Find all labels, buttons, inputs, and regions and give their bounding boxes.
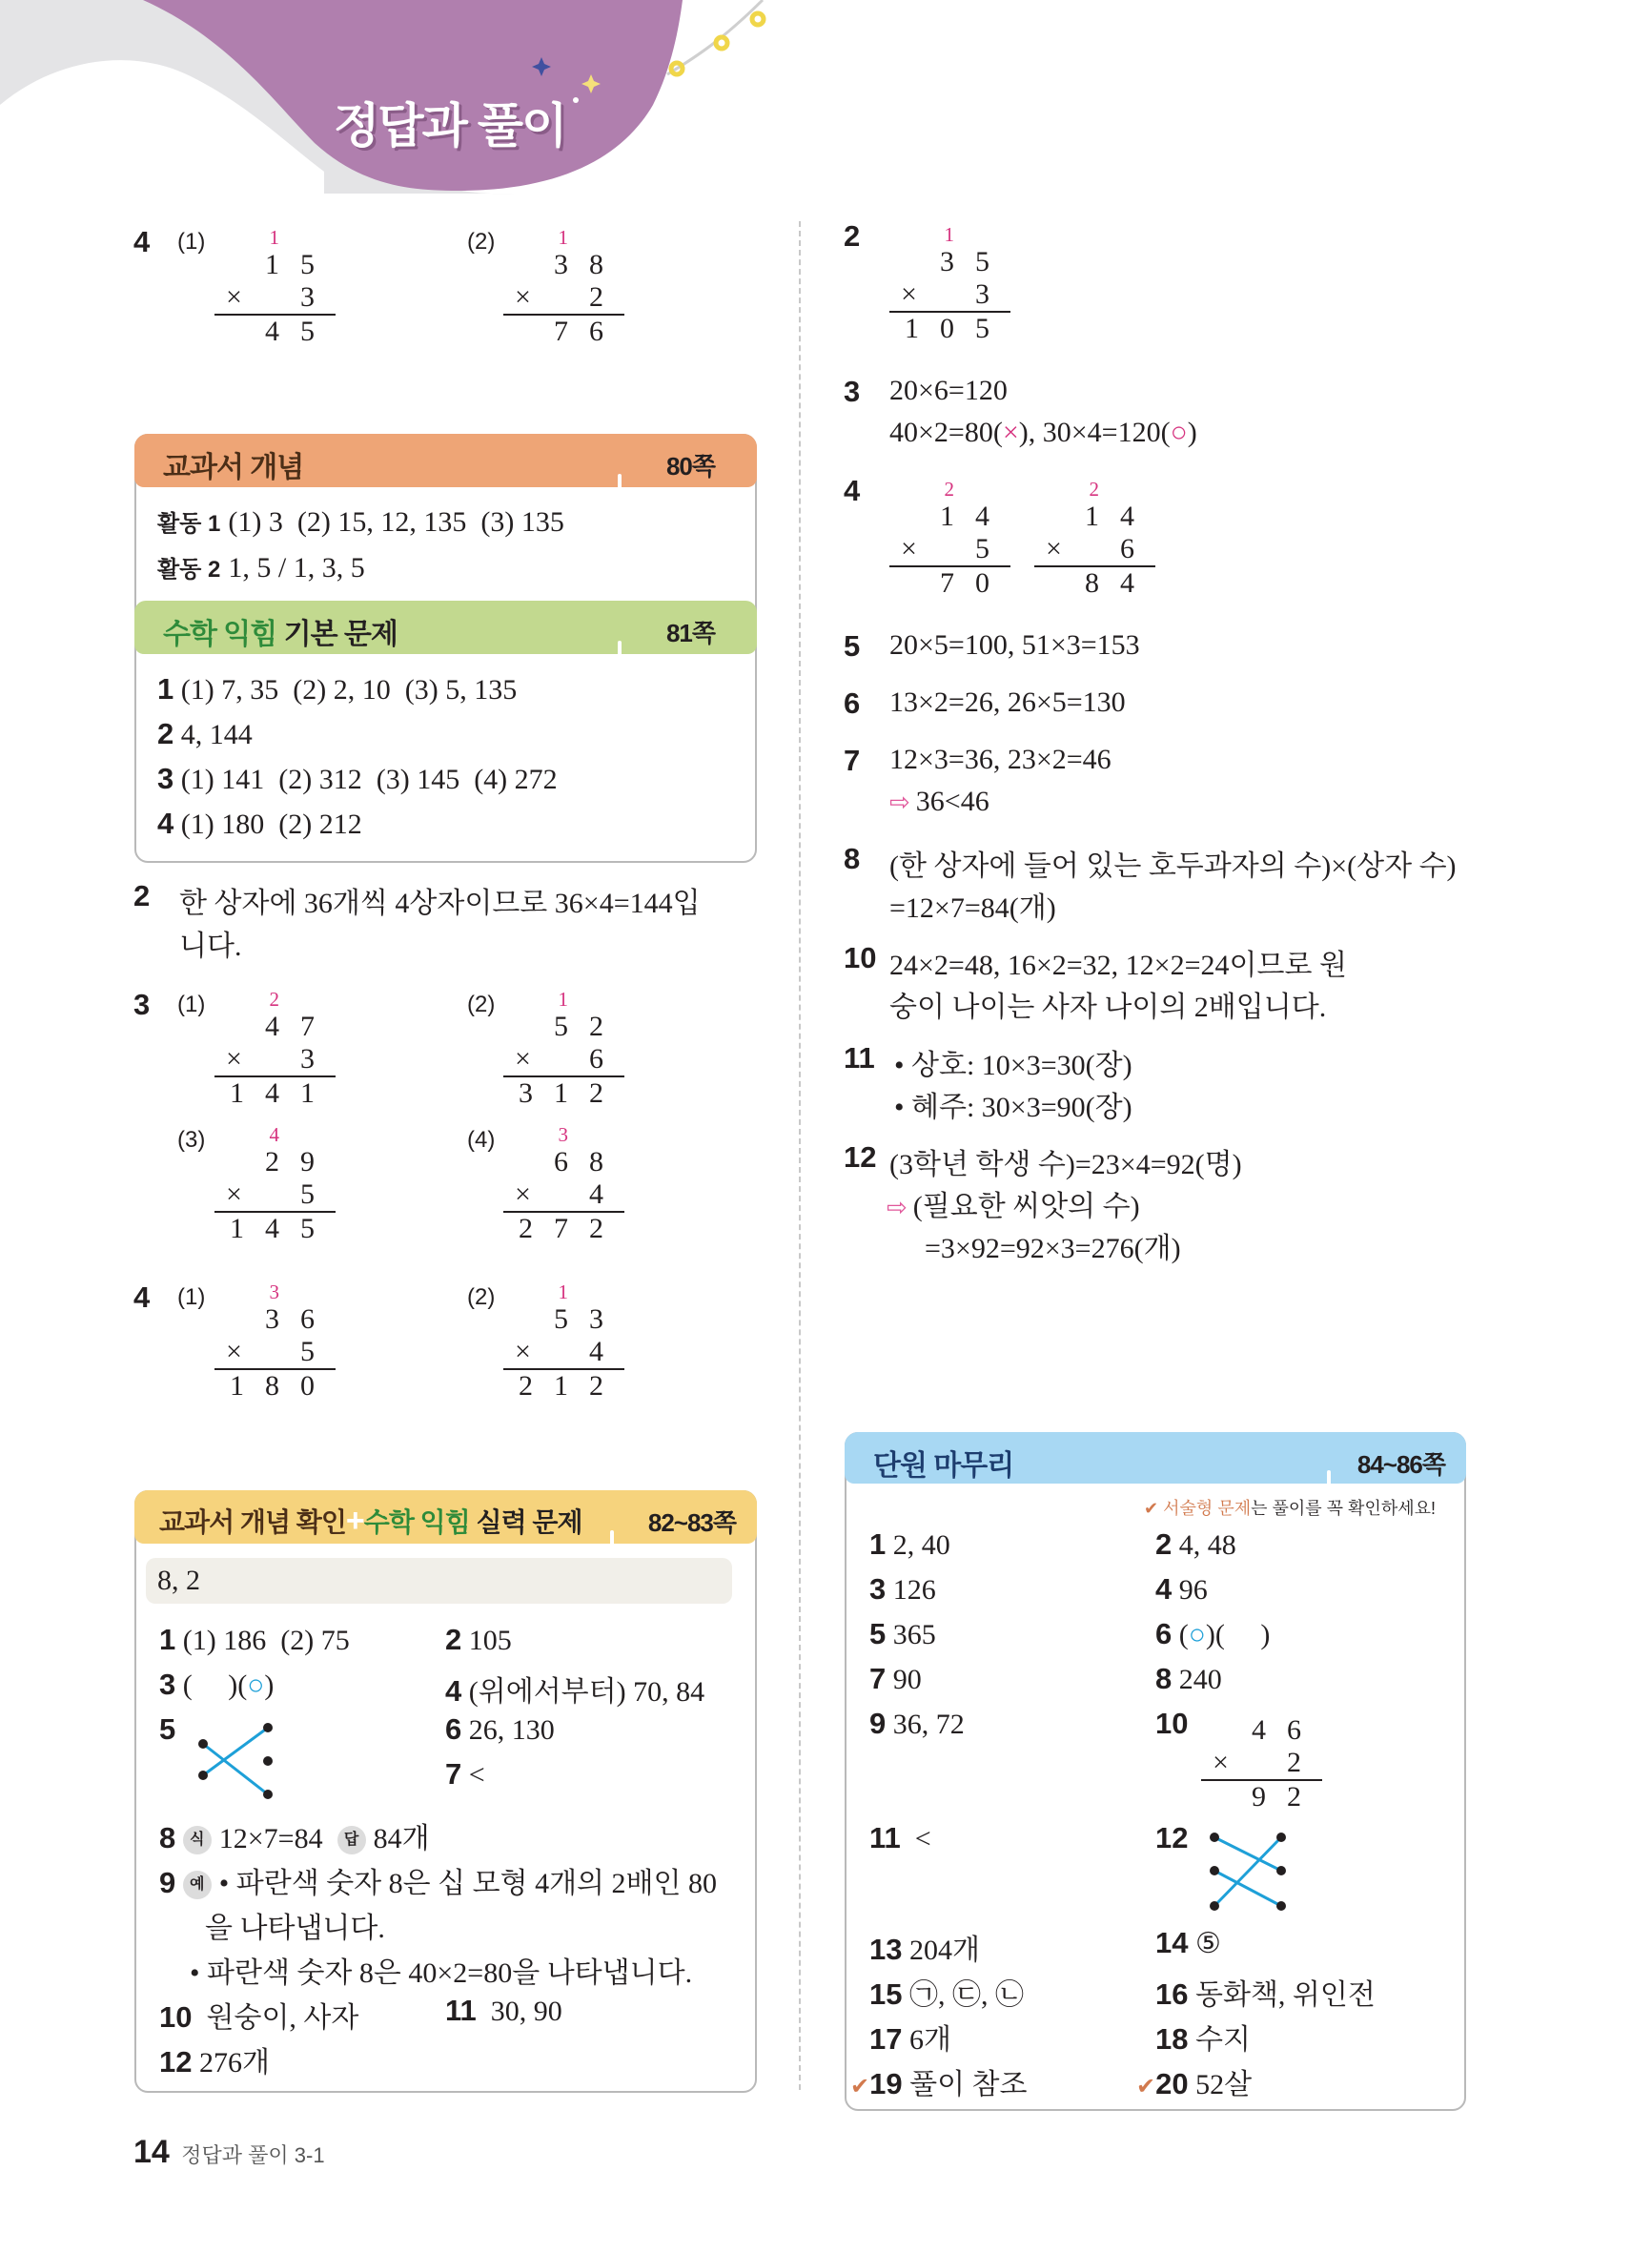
part-tag: (1) <box>177 229 206 255</box>
activity-label: 활동 2 <box>157 557 221 583</box>
item-number: 3 <box>157 762 174 795</box>
vertical-multiplication <box>503 1123 622 1245</box>
product: 45 <box>214 314 336 348</box>
explanation-line: 24×2=48, 16×2=32, 12×2=24이므로 원 <box>889 950 1347 981</box>
multiplier: 5 <box>300 1178 336 1210</box>
answer-text: < <box>468 1759 485 1791</box>
item-number: 13 <box>869 1933 903 1966</box>
multiplicand: 14 <box>1085 501 1155 532</box>
answer-text: ( <box>1178 1619 1189 1650</box>
times-sign: × <box>515 281 531 313</box>
carry-digit: 1 <box>558 988 568 1011</box>
carry-digit: 2 <box>1089 478 1099 501</box>
item-number: 12 <box>159 2045 193 2079</box>
answer-text: (1) 186 (2) 75 <box>182 1625 350 1656</box>
times-sign: × <box>515 1178 531 1210</box>
product: 76 <box>503 314 624 348</box>
item-number: 16 <box>1155 1977 1189 2011</box>
answer-text: 365 <box>892 1619 936 1650</box>
item-number: 9 <box>869 1707 887 1740</box>
product: 141 <box>214 1075 336 1110</box>
vertical-multiplication <box>214 1280 334 1403</box>
question-number: 12 <box>844 1140 877 1174</box>
part-tag: (2) <box>467 992 496 1017</box>
explanation-line: 니다. <box>179 931 242 962</box>
multiplier: 3 <box>300 281 336 313</box>
item-number: 11 <box>869 1821 901 1854</box>
page-footer <box>133 2134 325 2171</box>
product: 272 <box>503 1211 624 1245</box>
explanation-line: 한 상자에 36개씩 4상자이므로 36×4=144입 <box>179 888 701 919</box>
answer-text: ⑤ <box>1194 1928 1221 1959</box>
answer-text: 26, 130 <box>468 1714 555 1746</box>
item-number: 5 <box>869 1617 887 1650</box>
carry-digit: 2 <box>269 988 279 1011</box>
times-sign: × <box>226 281 242 313</box>
product: 105 <box>889 311 1010 345</box>
times-sign: × <box>226 1043 242 1075</box>
item-number: 2 <box>445 1623 462 1656</box>
multiplicand: 68 <box>554 1146 624 1178</box>
product: 92 <box>1201 1779 1322 1813</box>
check-icon: ✔ <box>850 2073 870 2099</box>
vertical-multiplication <box>889 478 1009 600</box>
item-number: 10 <box>159 2000 193 2034</box>
answer-text: 4, 144 <box>180 719 253 750</box>
multiplicand: 38 <box>554 249 624 280</box>
multiplicand: 35 <box>940 246 1010 277</box>
answer-text: 2, 40 <box>892 1529 950 1561</box>
multiplicand: 36 <box>265 1303 336 1335</box>
explanation-line: 12×3=36, 23×2=46 <box>889 744 1112 775</box>
carry-digit: 2 <box>944 478 954 501</box>
explanation-line: • 혜주: 30×3=90(장) <box>894 1092 1132 1123</box>
answer-text: 6개 <box>908 2024 951 2056</box>
answer-text: ( )( <box>182 1669 248 1701</box>
carry-digit: 1 <box>558 1280 568 1303</box>
intro-answer: 8, 2 <box>146 1558 732 1604</box>
item-number: 11 <box>445 1994 477 2027</box>
multiplicand: 29 <box>265 1146 336 1178</box>
answer-text: 126 <box>892 1574 936 1606</box>
answer-text: 36, 72 <box>892 1709 965 1740</box>
answer-text: 풀이 참조 <box>909 2069 1028 2100</box>
answer-text: 12×7=84 <box>218 1823 323 1854</box>
item-number: 17 <box>869 2022 903 2056</box>
vertical-multiplication <box>503 988 622 1110</box>
section-title: 기본 문제 <box>283 619 398 650</box>
part-tag: (1) <box>177 992 206 1017</box>
answer-text: 원숭이, 사자 <box>206 2002 359 2034</box>
part-tag: (2) <box>467 229 496 255</box>
item-number: 8 <box>1155 1662 1173 1695</box>
explanation-line: 36<46 <box>915 786 989 817</box>
product: 70 <box>889 565 1010 600</box>
item-number: 1 <box>159 1623 176 1656</box>
explanation-line: 숭이 나이는 사자 나이의 2배입니다. <box>889 992 1327 1023</box>
vertical-multiplication <box>214 988 334 1110</box>
item-number: 12 <box>1155 1821 1189 1854</box>
answer-text: 52살 <box>1195 2069 1253 2100</box>
multiplier: 2 <box>1287 1747 1322 1778</box>
answer-text: 204개 <box>908 1935 980 1966</box>
note-highlight: 서술형 문제 <box>1163 1499 1252 1518</box>
explanation-line: (한 상자에 들어 있는 호두과자의 수)×(상자 수) <box>889 850 1457 882</box>
explanation-line: ), 30×4=120( <box>1018 417 1171 448</box>
question-number: 4 <box>844 474 861 507</box>
carry-digit: 3 <box>558 1123 568 1146</box>
times-sign: × <box>901 533 917 564</box>
section-title: 교과서 개념 확인 <box>159 1507 346 1537</box>
section-title: 단원 마무리 <box>873 1450 1014 1482</box>
multiplier: 4 <box>589 1336 624 1367</box>
item-number: 9 <box>159 1866 176 1899</box>
answer-text: (1) 7, 35 (2) 2, 10 (3) 5, 135 <box>180 674 518 706</box>
page-reference: 81쪽 <box>665 619 715 647</box>
section-title-highlight: 수학 익힘 <box>163 619 277 650</box>
multiplier: 3 <box>975 278 1010 310</box>
carry-digit: 3 <box>269 1280 279 1303</box>
answer-text: • 파란색 숫자 8은 40×2=80을 나타냅니다. <box>190 1957 693 1989</box>
item-number: 7 <box>869 1662 887 1695</box>
item-number: 20 <box>1155 2067 1189 2100</box>
multiplier: 5 <box>300 1336 336 1367</box>
part-tag: (1) <box>177 1284 206 1310</box>
answer-text: < <box>914 1823 931 1854</box>
arrow-icon: ⇨ <box>889 789 910 817</box>
question-number: 3 <box>844 375 861 408</box>
page-title: 정답과 풀이 <box>334 99 566 153</box>
question-number: 2 <box>844 219 861 253</box>
multiplier: 6 <box>589 1043 624 1075</box>
question-number: 5 <box>844 629 861 663</box>
answer-text: (1) 3 (2) 15, 12, 135 (3) 135 <box>228 506 564 538</box>
item-number: 8 <box>159 1821 176 1854</box>
part-tag: (3) <box>177 1127 206 1153</box>
times-sign: × <box>901 278 917 310</box>
question-number: 4 <box>133 1280 151 1314</box>
item-number: 3 <box>159 1668 176 1701</box>
vertical-multiplication <box>503 226 622 348</box>
circle-mark: ○ <box>247 1669 265 1701</box>
circle-mark: ○ <box>1170 417 1188 448</box>
explanation-line: =3×92=92×3=276(개) <box>925 1233 1181 1264</box>
item-number: 1 <box>869 1527 887 1561</box>
item-number: 4 <box>445 1674 462 1708</box>
carry-digit: 1 <box>269 226 279 249</box>
answer-text: ㉠, ㉢, ㉡ <box>908 1979 1024 2011</box>
unit-review-box <box>845 1432 1466 2111</box>
part-tag: (2) <box>467 1284 496 1310</box>
question-number: 6 <box>844 686 861 720</box>
item-number: 1 <box>157 672 174 706</box>
string-lights-icon <box>667 0 764 74</box>
times-sign: × <box>1213 1747 1229 1778</box>
answer-text: 105 <box>468 1625 512 1656</box>
explanation-line: 40×2=80( <box>889 417 1003 448</box>
item-number: 5 <box>159 1712 176 1746</box>
item-number: 10 <box>1155 1707 1189 1740</box>
item-number: 2 <box>157 717 174 750</box>
page-reference: 82~83쪽 <box>647 1508 736 1537</box>
answer-badge: 답 <box>337 1826 366 1854</box>
item-number: 6 <box>1155 1617 1173 1650</box>
question-number: 11 <box>844 1041 875 1075</box>
product: 180 <box>214 1368 336 1403</box>
answer-text: 84개 <box>373 1823 430 1854</box>
question-number: 2 <box>133 879 151 912</box>
formula-badge: 식 <box>183 1826 212 1854</box>
product: 145 <box>214 1211 336 1245</box>
carry-digit: 4 <box>269 1123 279 1146</box>
answer-text: 동화책, 위인전 <box>1194 1979 1376 2011</box>
note-text: 는 풀이를 꼭 확인하세요! <box>1251 1499 1436 1518</box>
answer-text: )( ) <box>1205 1619 1271 1650</box>
section-title: 실력 문제 <box>476 1507 582 1537</box>
multiplier: 5 <box>975 533 1010 564</box>
times-sign: × <box>226 1178 242 1210</box>
vertical-multiplication <box>1034 478 1153 600</box>
item-number: 4 <box>1155 1572 1173 1606</box>
activity-label: 활동 1 <box>157 511 221 537</box>
page-reference: 80쪽 <box>665 452 715 481</box>
example-badge: 예 <box>183 1871 212 1899</box>
answer-text: • 파란색 숫자 8은 십 모형 4개의 2배인 80 <box>218 1868 717 1899</box>
page-number: 14 <box>133 2134 170 2170</box>
multiplicand: 14 <box>940 501 1010 532</box>
check-icon: ✔ <box>1136 2073 1156 2099</box>
footer-text: 정답과 풀이 3-1 <box>181 2143 325 2167</box>
explanation-line: 20×5=100, 51×3=153 <box>889 629 1140 661</box>
times-sign: × <box>1046 533 1062 564</box>
explanation-line: =12×7=84(개) <box>889 892 1056 924</box>
answer-text: 수지 <box>1194 2024 1251 2056</box>
concept-box-header <box>134 434 757 487</box>
times-sign: × <box>515 1336 531 1367</box>
explanation-line: 13×2=26, 26×5=130 <box>889 686 1126 718</box>
practice-box <box>134 1490 757 2093</box>
answer-text: (1) 180 (2) 212 <box>180 809 362 840</box>
explanation-line: (필요한 씨앗의 수) <box>912 1191 1140 1222</box>
section-title: 교과서 개념 <box>163 452 304 483</box>
check-icon: ✔ <box>1144 1499 1159 1519</box>
product: 84 <box>1034 565 1155 600</box>
question-number: 3 <box>133 988 151 1021</box>
carry-digit: 1 <box>558 226 568 249</box>
multiplier: 3 <box>300 1043 336 1075</box>
arrow-icon: ⇨ <box>887 1194 908 1222</box>
section-title-highlight: 수학 익힘 <box>363 1507 470 1537</box>
answer-text: ) <box>264 1669 275 1701</box>
answer-text: 30, 90 <box>490 1996 562 2027</box>
item-number: 14 <box>1155 1926 1189 1959</box>
question-number: 10 <box>844 941 877 974</box>
item-number: 4 <box>157 807 174 840</box>
item-number: 19 <box>869 2067 903 2100</box>
vertical-multiplication <box>889 223 1009 345</box>
x-mark: × <box>1002 417 1019 448</box>
vertical-multiplication <box>214 226 334 348</box>
answer-text: 4, 48 <box>1178 1529 1236 1561</box>
carry-digit: 1 <box>944 223 954 246</box>
page-reference: 84~86쪽 <box>1356 1450 1445 1479</box>
times-sign: × <box>515 1043 531 1075</box>
item-number: 3 <box>869 1572 887 1606</box>
answer-text: (위에서부터) 70, 84 <box>468 1676 705 1708</box>
multiplicand: 53 <box>554 1303 624 1335</box>
question-number: 7 <box>844 744 861 777</box>
item-number: 7 <box>445 1757 462 1791</box>
multiplier: 6 <box>1120 533 1155 564</box>
basic-problems-header <box>134 601 757 654</box>
explanation-line: ) <box>1187 417 1197 448</box>
column-divider <box>799 221 801 2090</box>
multiplicand: 52 <box>554 1011 624 1042</box>
question-number: 8 <box>844 842 861 875</box>
explanation-line: (3학년 학생 수)=23×4=92(명) <box>889 1149 1242 1180</box>
multiplicand: 15 <box>265 249 336 280</box>
explanation-line: 20×6=120 <box>889 375 1008 406</box>
part-tag: (4) <box>467 1127 496 1153</box>
circle-mark: ○ <box>1188 1619 1206 1650</box>
answer-text: 96 <box>1178 1574 1208 1606</box>
multiplier: 2 <box>589 281 624 313</box>
answer-text: 90 <box>892 1664 922 1695</box>
question-number: 4 <box>133 225 151 258</box>
product: 312 <box>503 1075 624 1110</box>
multiplier: 4 <box>589 1178 624 1210</box>
vertical-multiplication <box>214 1123 334 1245</box>
explanation-line: • 상호: 10×3=30(장) <box>894 1050 1132 1081</box>
answer-text: (1) 141 (2) 312 (3) 145 (4) 272 <box>180 764 558 795</box>
item-number: 15 <box>869 1977 903 2011</box>
item-number: 2 <box>1155 1527 1173 1561</box>
answer-text: 1, 5 / 1, 3, 5 <box>228 552 365 584</box>
concept-box <box>134 434 757 863</box>
item-number: 6 <box>445 1712 462 1746</box>
answer-text: 276개 <box>198 2047 270 2079</box>
times-sign: × <box>226 1336 242 1367</box>
vertical-multiplication <box>503 1280 622 1403</box>
multiplicand: 47 <box>265 1011 336 1042</box>
multiplicand: 46 <box>1252 1714 1322 1746</box>
product: 212 <box>503 1368 624 1403</box>
answer-text: 240 <box>1178 1664 1222 1695</box>
item-number: 18 <box>1155 2022 1189 2056</box>
plus-icon: + <box>345 1503 364 1539</box>
answer-text: 을 나타냅니다. <box>205 1913 385 1944</box>
